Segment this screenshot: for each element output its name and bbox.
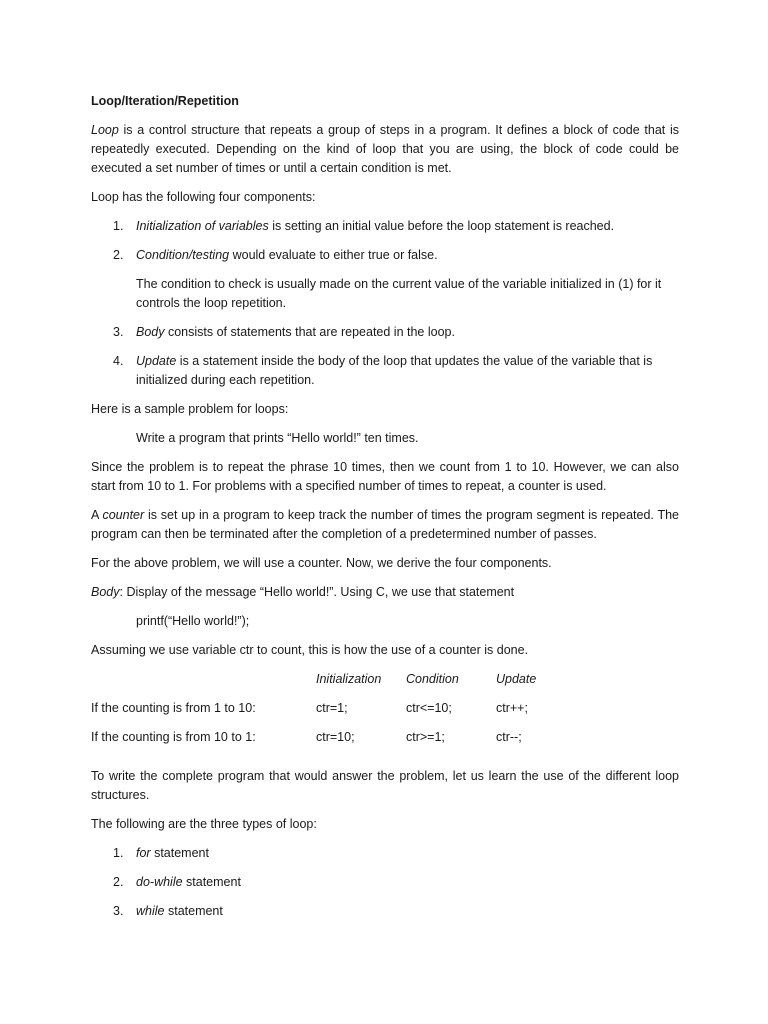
table-row (91, 728, 586, 757)
components-intro: Loop has the following four components: (91, 190, 316, 204)
loop-type-text: statement (164, 904, 223, 918)
document-content (91, 92, 679, 931)
component-subtext: The condition to check is usually made on the current value of the variable initialized in (1) for it controls the loop repetition. (136, 277, 662, 310)
table-header-cell (91, 670, 316, 699)
table-cell: If the counting is from 10 to 1: (91, 730, 256, 744)
counter-paragraph (91, 506, 679, 544)
table-cell: ctr--; (496, 730, 522, 744)
loop-type-text: statement (182, 875, 241, 889)
table-cell: ctr=10; (316, 730, 355, 744)
intro-paragraph (91, 121, 679, 178)
complete-paragraph: To write the complete program that would answer the problem, let us learn the use of the different loop structures. (91, 769, 679, 802)
table-header-cell: Update (496, 672, 537, 686)
body-term: Body (91, 585, 120, 599)
repeat-paragraph: Since the problem is to repeat the phrase 10 times, then we count from 1 to 10. However, we can also start from 10 to 1. For problems with a specified number of times to repeat, a counter is used. (91, 460, 679, 493)
table-cell: ctr++; (496, 701, 528, 715)
list-item (91, 323, 679, 342)
table-header-cell: Condition (406, 672, 459, 686)
loop-type-term: while (136, 904, 165, 918)
component-text: is a statement inside the body of the loop that updates the value of the variable that is initialized during each repetition. (136, 354, 653, 387)
list-item (91, 217, 679, 236)
loop-type-text: statement (150, 846, 209, 860)
list-item (91, 873, 679, 892)
list-number: 2. (113, 875, 124, 889)
component-term: Update (136, 354, 177, 368)
table-header-row (91, 670, 586, 699)
list-item (91, 902, 679, 921)
intro-term: Loop (91, 123, 119, 137)
sample-intro: Here is a sample problem for loops: (91, 402, 289, 416)
table-cell: ctr<=10; (406, 701, 452, 715)
table-cell: ctr=1; (316, 701, 348, 715)
list-number: 3. (113, 325, 124, 339)
body-text: : Display of the message “Hello world!”. Using C, we use that statement (119, 585, 515, 599)
component-text: would evaluate to either true or false. (229, 248, 438, 262)
counter-term: counter (102, 508, 145, 522)
derive-paragraph: For the above problem, we will use a counter. Now, we derive the four components. (91, 556, 552, 570)
body-paragraph (91, 583, 679, 602)
table-cell: If the counting is from 1 to 10: (91, 701, 256, 715)
component-text: consists of statements that are repeated in the loop. (164, 325, 455, 339)
loop-type-term: for (136, 846, 151, 860)
list-number: 2. (113, 248, 124, 262)
table-header-cell: Initialization (316, 672, 382, 686)
list-number: 1. (113, 219, 124, 233)
list-number: 1. (113, 846, 124, 860)
counter-table (91, 670, 586, 757)
loop-types-list (91, 844, 679, 921)
code-line: printf(“Hello world!”); (136, 614, 250, 628)
intro-text: is a control structure that repeats a group of steps in a program. It defines a block of code that is repeatedly executed. Depending on the kind of loop that you are using, the block of code could be executed a set number of times or until a certain condition is met. (91, 123, 679, 175)
section-title: Loop/Iteration/Repetition (91, 94, 239, 108)
list-number: 4. (113, 354, 124, 368)
list-item (91, 352, 679, 390)
sample-problem: Write a program that prints “Hello world!” ten times. (136, 431, 419, 445)
table-row (91, 699, 586, 728)
component-text: is setting an initial value before the loop statement is reached. (268, 219, 615, 233)
counter-prefix: A (91, 508, 103, 522)
list-number: 3. (113, 904, 124, 918)
list-item (91, 246, 679, 313)
table-cell: ctr>=1; (406, 730, 445, 744)
list-item (91, 844, 679, 863)
component-term: Condition/testing (136, 248, 230, 262)
component-term: Body (136, 325, 165, 339)
component-term: Initialization of variables (136, 219, 269, 233)
assume-paragraph: Assuming we use variable ctr to count, this is how the use of a counter is done. (91, 643, 529, 657)
counter-text: is set up in a program to keep track the number of times the program segment is repeated. The program can then be terminated after the completion of a predetermined number of passes. (91, 508, 680, 541)
components-list (91, 217, 679, 390)
loop-type-term: do-while (136, 875, 183, 889)
types-intro: The following are the three types of loop: (91, 817, 317, 831)
